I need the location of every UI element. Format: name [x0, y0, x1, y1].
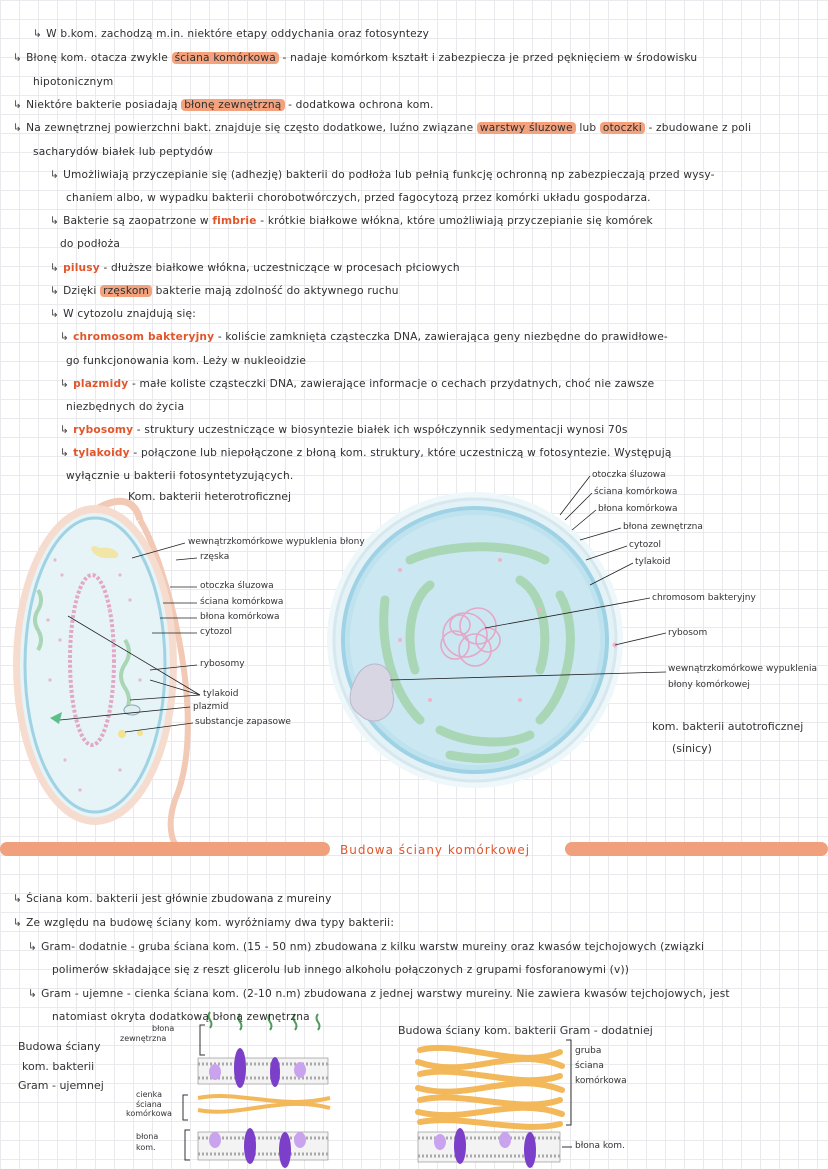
line-text: Umożliwiają przyczepianie się (adhezję) bakterii do podłoża lub pełnią funkcję ochronną np zabezpieczają przed wysy- [63, 169, 715, 181]
right-cell-caption: kom. bakterii autotroficznej [652, 720, 804, 733]
highlighted-term: otoczki [600, 122, 645, 134]
line-text: Gram - ujemne - cienka ściana kom. (2-10 n.m) zbudowana z jednej warstwy mureiny. Nie zawiera kwasów tejchojowych, jest [41, 988, 730, 1000]
label-flagellum: rzęska [200, 552, 230, 562]
arrow-icon: ↳ [60, 424, 70, 436]
line-text: - dłuższe białkowe włókna, uczestniczące w procesach płciowych [99, 262, 460, 274]
gram-positive-wall [418, 1040, 572, 1168]
label-r-thylakoid: tylakoid [635, 557, 671, 567]
label-cell-wall: ściana komórkowa [200, 597, 284, 607]
heterotrophic-cell [13, 501, 200, 845]
bot-line [28, 941, 704, 953]
arrow-icon: ↳ [13, 917, 23, 929]
line-text: - krótkie białkowe włókna, które umożliwiają przyczepianie się komórek [256, 215, 653, 227]
label-r-membrane-folds: wewnątrzkomórkowe wypuklenia [668, 664, 818, 674]
label-cytosol: cytozol [200, 627, 233, 637]
line-text: lub [575, 122, 600, 134]
key-term: pilusy [63, 262, 100, 274]
line-text: bakterie mają zdolność do aktywnego ruchu [152, 285, 399, 297]
arrow-icon: ↳ [60, 447, 70, 459]
arrow-icon: ↳ [60, 378, 70, 390]
highlighted-term: błonę zewnętrzną [181, 99, 284, 111]
line-text: sacharydów białek lub peptydów [33, 146, 214, 158]
gram-pos-label-thick-2: ściana [575, 1061, 604, 1071]
label-slime-layer: otoczka śluzowa [200, 581, 274, 591]
line-text: W cytozolu znajdują się: [63, 308, 197, 320]
bot-line [13, 893, 332, 905]
gram-pos-title: Budowa ściany kom. bakterii Gram - dodatniej [398, 1024, 653, 1037]
line-text: Niektóre bakterie posiadają [26, 99, 182, 111]
line-text: niezbędnych do życia [66, 401, 185, 413]
gram-neg-title-2: kom. bakterii [22, 1060, 95, 1073]
arrow-icon: ↳ [60, 331, 70, 343]
arrow-icon: ↳ [50, 308, 60, 320]
arrow-icon: ↳ [50, 285, 60, 297]
bot-line [52, 964, 629, 976]
gram-neg-label-wall-2: ściana [136, 1100, 162, 1109]
line-text: Gram- dodatnie - gruba ściana kom. (15 - 50 nm) zbudowana z kilku warstw mureiny oraz kwasów tejchojowych (związki [41, 941, 705, 953]
key-term: tylakoidy [73, 447, 130, 459]
label-reserve-substances: substancje zapasowe [195, 717, 291, 727]
gram-neg-label-membrane: błona [136, 1132, 159, 1141]
arrow-icon: ↳ [28, 988, 38, 1000]
gram-neg-label-outer-2: zewnętrzna [120, 1034, 167, 1043]
gram-negative-wall [183, 1012, 330, 1168]
line-text: Błonę kom. otacza zwykle [26, 52, 172, 64]
bot-line [13, 917, 394, 929]
label-cell-membrane: błona komórkowa [200, 612, 280, 622]
gram-neg-title-1: Budowa ściany [18, 1040, 101, 1053]
label-r-chromosome: chromosom bakteryjny [652, 593, 756, 603]
line-text: - zbudowane z poli [644, 122, 752, 134]
highlighted-term: ściana komórkowa [172, 52, 279, 64]
line-text: Bakterie są zaopatrzone w [63, 215, 213, 227]
label-thylakoid: tylakoid [203, 689, 239, 699]
label-plasmid: plazmid [193, 702, 229, 712]
gram-pos-label-membrane: błona kom. [575, 1141, 625, 1151]
label-r-cell-membrane: błona komórkowa [598, 504, 678, 514]
arrow-icon: ↳ [13, 122, 23, 134]
gram-neg-label-wall: cienka [136, 1090, 163, 1099]
line-text: go funkcjonowania kom. Leży w nukleoidzie [66, 355, 307, 367]
line-text: hipotonicznym [33, 76, 114, 88]
arrow-icon: ↳ [50, 215, 60, 227]
line-text: - struktury uczestniczące w biosyntezie białek ich współczynnik sedymentacji wynosi 70s [133, 424, 628, 436]
arrow-icon: ↳ [50, 262, 60, 274]
label-r-slime-layer: otoczka śluzowa [592, 470, 666, 480]
arrow-icon: ↳ [13, 52, 23, 64]
autotrophic-cell [327, 476, 666, 788]
key-term: rybosomy [73, 424, 134, 436]
section-banner-right [565, 842, 828, 856]
arrow-icon: ↳ [33, 28, 43, 40]
right-cell-caption-2: (sinicy) [672, 742, 712, 755]
gram-neg-title-3: Gram - ujemnej [18, 1079, 104, 1092]
left-cell-title: Kom. bakterii heterotroficznej [128, 490, 292, 503]
label-r-cell-wall: ściana komórkowa [594, 487, 678, 497]
gram-neg-label-outer: błona [152, 1024, 175, 1033]
line-text: - koliście zamknięta cząsteczka DNA, zawierająca geny niezbędne do prawidłowe- [214, 331, 668, 343]
line-text: - dodatkowa ochrona kom. [284, 99, 434, 111]
line-text: wyłącznie u bakterii fotosyntetyzujących. [66, 470, 294, 482]
section-banner-left [0, 842, 330, 856]
line-text: Ściana kom. bakterii jest głównie zbudowana z mureiny [26, 893, 332, 905]
line-text: Na zewnętrznej powierzchni bakt. znajduje się często dodatkowe, luźno związane [26, 122, 477, 134]
line-text: polimerów składające się z reszt glicerolu lub innego alkoholu połączonych z grupami fosforanowymi (v)) [52, 964, 630, 976]
line-text: chaniem albo, w wypadku bakterii chorobotwórczych, przed fagocytozą przez komórki układu gospodarza. [66, 192, 651, 204]
label-membrane-folds: wewnątrzkomórkowe wypuklenia błony [188, 537, 365, 547]
label-ribosomes: rybosomy [200, 659, 245, 669]
highlighted-term: rzęskom [100, 285, 152, 297]
gram-pos-label-thick: gruba [575, 1046, 602, 1056]
key-term: fimbrie [212, 215, 257, 227]
bot-line [28, 988, 730, 1000]
label-r-outer-membrane: błona zewnętrzna [623, 522, 703, 532]
gram-neg-label-wall-3: komórkowa [126, 1109, 172, 1118]
line-text: natomiast okryta dodatkową błoną zewnętrzna [52, 1011, 310, 1023]
arrow-icon: ↳ [13, 99, 23, 111]
arrow-icon: ↳ [28, 941, 38, 953]
line-text: do podłoża [60, 238, 121, 250]
line-text: Dzięki [63, 285, 101, 297]
label-r-cytosol: cytozol [629, 540, 662, 550]
key-term: chromosom bakteryjny [73, 331, 215, 343]
gram-neg-label-membrane-2: kom. [136, 1143, 156, 1152]
arrow-icon: ↳ [50, 169, 60, 181]
gram-pos-label-thick-3: komórkowa [575, 1076, 627, 1086]
highlighted-term: warstwy śluzowe [477, 122, 576, 134]
line-text: Ze względu na budowę ściany kom. wyróżniamy dwa typy bakterii: [26, 917, 395, 929]
label-r-ribosome: rybosom [668, 628, 708, 638]
bot-line [52, 1011, 310, 1023]
line-text: - nadaje komórkom kształt i zabezpiecza je przed pęknięciem w środowisku [278, 52, 698, 64]
section-title: Budowa ściany komórkowej [340, 843, 531, 857]
key-term: plazmidy [73, 378, 129, 390]
label-r-membrane-folds-2: błony komórkowej [668, 680, 750, 690]
line-text: W b.kom. zachodzą m.in. niektóre etapy oddychania oraz fotosyntezy [46, 28, 430, 40]
arrow-icon: ↳ [13, 893, 23, 905]
line-text: - połączone lub niepołączone z błoną kom. struktury, które uczestniczą w fotosyntezie. Występują [129, 447, 672, 459]
line-text: - małe koliste cząsteczki DNA, zawierające informacje o cechach przydatnych, choć nie zawsze [128, 378, 655, 390]
